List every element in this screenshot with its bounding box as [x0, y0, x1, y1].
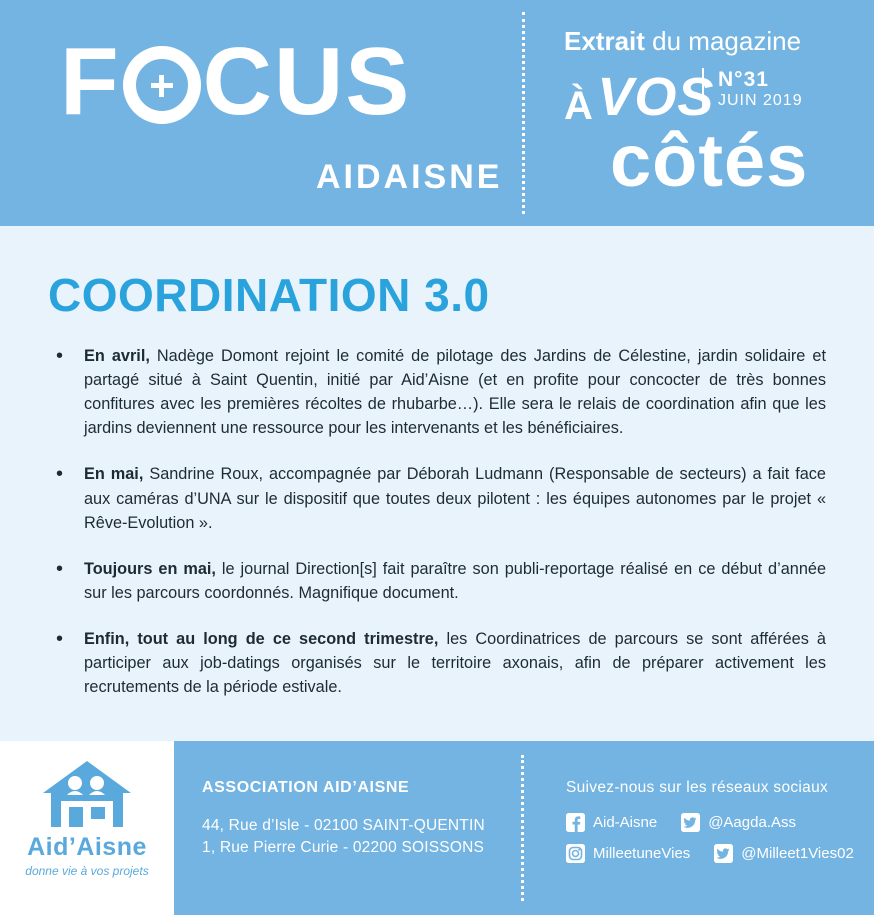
list-item-lead: Enfin, tout au long de ce second trimestre,: [84, 629, 439, 648]
association-title: ASSOCIATION AID’AISNE: [202, 779, 410, 796]
plus-circle-icon: [123, 46, 201, 124]
issue-info: [702, 68, 803, 111]
address-line-2: 1, Rue Pierre Curie - 02200 SOISSONS: [202, 839, 485, 857]
magazine-title-cotes: côtés: [610, 119, 809, 202]
footer: [0, 741, 874, 915]
magazine-title-a: À: [564, 84, 593, 128]
social-label-twitter-1: @Aagda.Ass: [708, 814, 796, 831]
twitter-icon: [714, 844, 733, 863]
list-item: [48, 462, 826, 534]
aidaisne-logo: [0, 759, 174, 878]
list-item-lead: En mai,: [84, 465, 144, 484]
issue-number: N°31: [718, 68, 769, 91]
twitter-icon: [681, 813, 700, 832]
list-item-text: le journal Direction[s] fait paraître son publi-reportage réalisé en ce début d’année sur les parcours coordonnés. Magnifique document.: [84, 559, 826, 602]
social-label-twitter-2: @Milleet1Vies02: [741, 845, 854, 862]
logo-tagline: donne vie à vos projets: [25, 864, 149, 878]
social-label-instagram: MilleetuneVies: [593, 845, 691, 862]
list-item: [48, 344, 826, 440]
logo-subtitle: AIDAISNE: [316, 158, 503, 196]
focus-logo-cus: CUS: [202, 28, 412, 135]
social-label-facebook: Aid-Aisne: [593, 814, 658, 831]
logo-name: Aid’Aisne: [27, 833, 147, 861]
list-item-text: Sandrine Roux, accompagnée par Déborah Ludmann (Responsable de secteurs) a fait face aux caméras d’UNA sur le dispositif que toutes deux pilotent : les équipes autonomes par le projet « Rêve-Evolution ».: [84, 465, 826, 532]
extrait-rest: du magazine: [644, 26, 802, 56]
header-left: [0, 0, 522, 226]
header-banner: [0, 0, 874, 226]
social-row-2: [566, 844, 874, 863]
instagram-icon: [566, 844, 585, 863]
social-title: Suivez-nous sur les réseaux sociaux: [566, 779, 829, 796]
focus-logo-f: F: [60, 28, 121, 135]
issue-date: JUIN 2019: [718, 92, 803, 110]
list-item-lead: En avril,: [84, 347, 150, 365]
focus-logo: [60, 28, 412, 135]
footer-logo-area: [0, 741, 174, 915]
list-item: [48, 557, 826, 605]
magazine-title-vos: VOS: [597, 67, 715, 127]
main-content: [0, 226, 874, 741]
social-link-instagram[interactable]: [566, 844, 690, 863]
house-icon: [39, 759, 135, 829]
social-link-twitter-2[interactable]: [714, 844, 854, 863]
social-link-facebook[interactable]: [566, 813, 657, 832]
bullet-list: [48, 344, 826, 699]
footer-social-block: [522, 741, 874, 915]
address-line-1: 44, Rue d’Isle - 02100 SAINT-QUENTIN: [202, 817, 485, 834]
magazine-extract-line: [564, 26, 801, 57]
page-title: COORDINATION 3.0: [48, 269, 490, 321]
list-item-text: Nadège Domont rejoint le comité de pilotage des Jardins de Célestine, jardin solidaire et partagé situé à Saint Quentin, initié par Aid’Aisne (et en profite pour concocter de très bonnes confitures avec les premières récoltes de rhubarbe…). Elle sera le relais de coordination afin que les jardins deviennent une ressource pour les intervenants et les bénéficiaires.: [84, 347, 826, 438]
footer-address-block: [174, 741, 522, 915]
list-item: [48, 627, 826, 699]
list-item-lead: Toujours en mai,: [84, 559, 216, 578]
social-row-1: [566, 813, 874, 832]
social-link-twitter-1[interactable]: [681, 813, 796, 832]
facebook-icon: [566, 813, 585, 832]
footer-dotted-divider: [521, 755, 524, 901]
extrait-bold: Extrait: [564, 26, 645, 56]
list-item-text: les Coordinatrices de parcours se sont afférées à participer aux job-datings organisés sur le territoire axonais, afin de préparer activement les recrutements de la période estivale.: [84, 629, 826, 697]
header-right: [522, 0, 874, 226]
